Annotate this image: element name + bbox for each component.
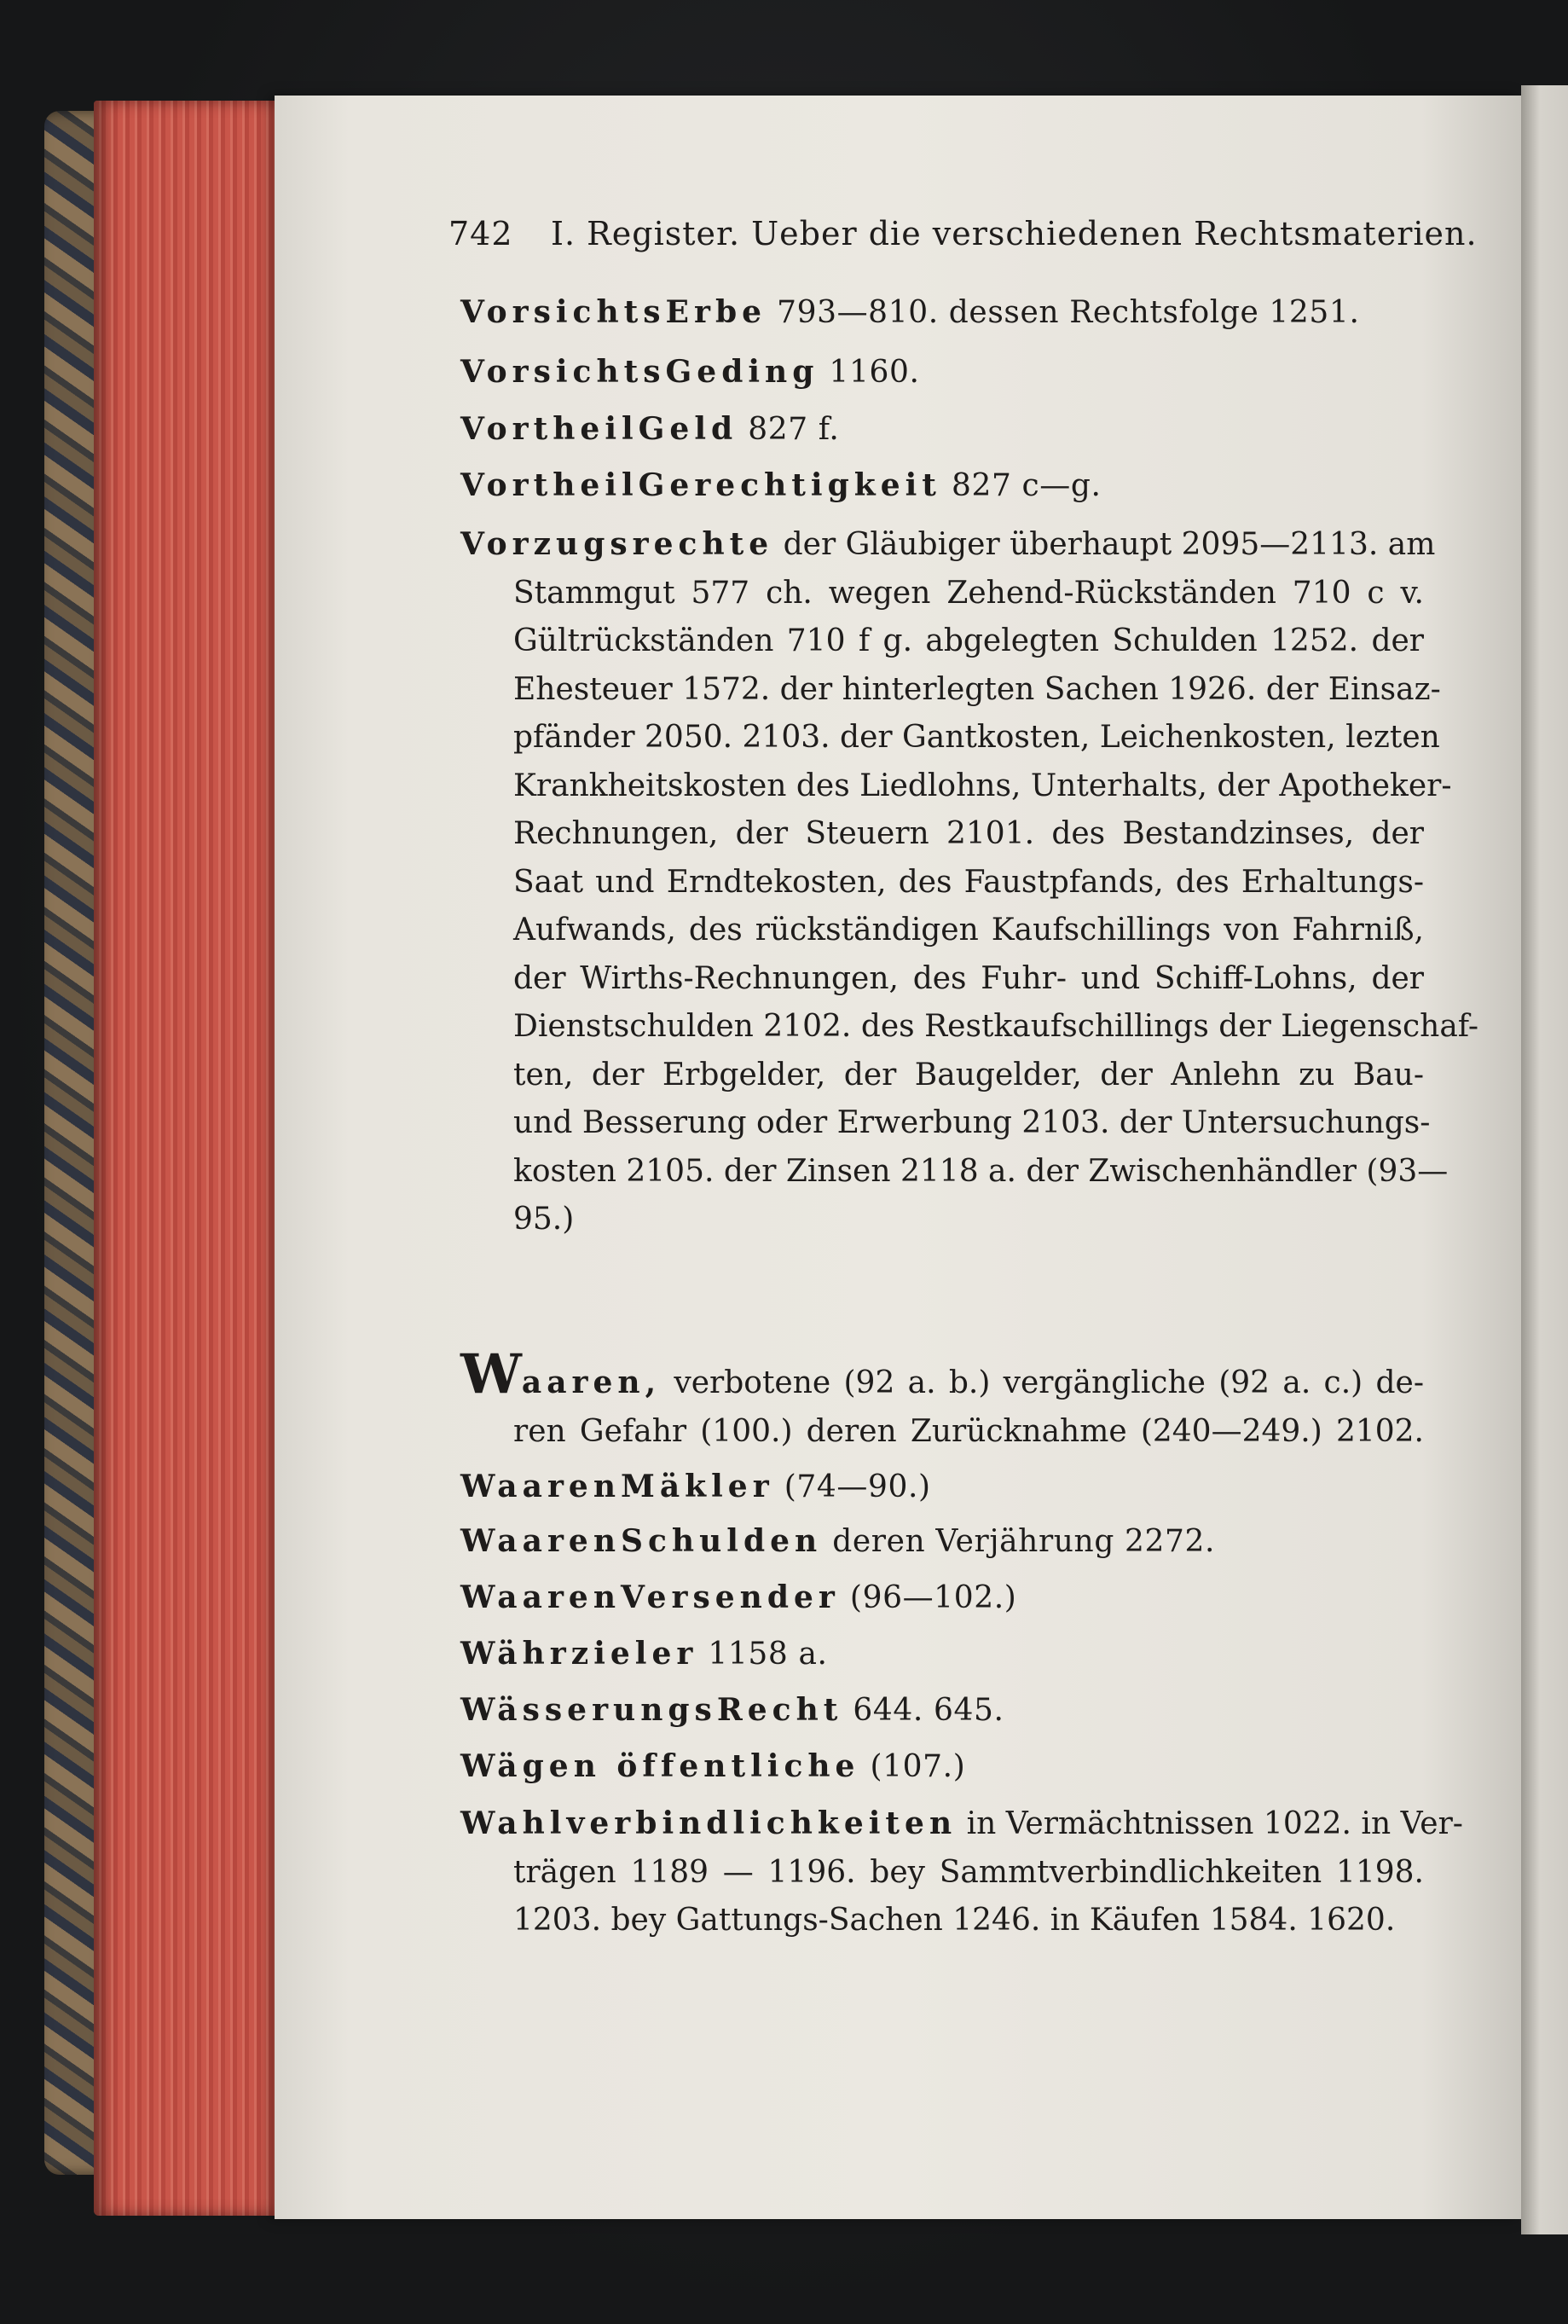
- running-header: [448, 215, 1478, 258]
- entry-line: Dienstschulden 2102. des Restkaufschillings der Liegenschaf-: [513, 1009, 1478, 1044]
- entry-text: (96—102.): [839, 1580, 1017, 1615]
- entry-line: Krankheitskosten des Liedlohns, Unterhalts, der Apotheker-: [513, 768, 1452, 803]
- index-entry: [460, 1523, 1215, 1559]
- running-title: I. Register. Ueber die verschiedenen Rechtsmaterien.: [551, 215, 1478, 252]
- index-entry: [460, 294, 1359, 330]
- entry-headword: VortheilGerechtigkeit: [460, 467, 941, 503]
- index-entry: [460, 1636, 828, 1672]
- entry-text: 644. 645.: [842, 1693, 1004, 1728]
- entry-line: Wahlverbindlichkeiten in Vermächtnissen 1022. in Ver-: [460, 1805, 1463, 1841]
- index-entry: [460, 1748, 965, 1784]
- entry-line: Rechnungen, der Steuern 2101. des Bestandzinses, der: [513, 816, 1424, 851]
- decorated-initial: W: [460, 1342, 522, 1406]
- entry-text: 1158 a.: [697, 1637, 828, 1672]
- index-entry: [460, 1579, 1016, 1615]
- entry-line: Gültrückständen 710 f g. abgelegten Schulden 1252. der: [513, 623, 1424, 658]
- entry-text: 793—810. dessen Rechtsfolge 1251.: [767, 295, 1360, 330]
- entry-headword: VortheilGeld: [460, 411, 738, 447]
- entry-headword: WaarenVersender: [460, 1579, 840, 1615]
- entry-line: ten, der Erbgelder, der Baugelder, der Anlehn zu Bau-: [513, 1057, 1424, 1092]
- entry-headword: aaren,: [521, 1365, 662, 1400]
- entry-line: Saat und Erndtekosten, des Faustpfands, des Erhaltungs-: [513, 864, 1424, 900]
- entry-line: 95.): [513, 1202, 575, 1237]
- index-entry: [460, 1692, 1004, 1728]
- entry-headword: WaarenSchulden: [460, 1523, 823, 1559]
- entry-headword: Währzieler: [460, 1636, 698, 1672]
- entry-text: 827 f.: [738, 412, 840, 447]
- index-entry-wahlverbindlichkeiten: [460, 1800, 1463, 1945]
- entry-headword: VorsichtsErbe: [460, 294, 767, 330]
- entry-line: Stammgut 577 ch. wegen Zehend-Rückständen 710 c v.: [513, 575, 1424, 611]
- entry-line: trägen 1189 — 1196. bey Sammtverbindlichkeiten 1198.: [513, 1854, 1424, 1890]
- entry-text: 1160.: [819, 355, 920, 390]
- entry-text: (74—90.): [773, 1469, 931, 1504]
- entry-line: Vorzugsrechte der Gläubiger überhaupt 2095—2113. am: [460, 526, 1436, 562]
- entry-line: und Besserung oder Erwerbung 2103. der Untersuchungs-: [513, 1105, 1431, 1140]
- entry-line: der Wirths-Rechnungen, des Fuhr- und Schiff-Lohns, der: [513, 960, 1424, 996]
- entry-line: ren Gefahr (100.) deren Zurücknahme (240—249.) 2102.: [513, 1413, 1424, 1449]
- entry-text: deren Verjährung 2272.: [822, 1524, 1216, 1559]
- index-entry-waaren: [460, 1342, 1424, 1456]
- index-entry: [460, 354, 920, 390]
- entry-line: Aufwands, des rückständigen Kaufschillings von Fahrniß,: [513, 913, 1424, 948]
- entry-text: (107.): [859, 1749, 966, 1784]
- index-entry: [460, 1469, 931, 1504]
- entry-headword: WässerungsRecht: [460, 1692, 843, 1728]
- index-entry: [460, 411, 839, 447]
- entry-headword: WaarenMäkler: [460, 1469, 774, 1504]
- index-entry-vorzugsrechte: [460, 520, 1478, 1244]
- page-number: 742: [448, 215, 513, 252]
- entry-line: pfänder 2050. 2103. der Gantkosten, Leichenkosten, lezten: [513, 720, 1440, 755]
- entry-headword: VorsichtsGeding: [460, 354, 819, 390]
- entry-text: 827 c—g.: [940, 468, 1102, 503]
- entry-headword: Wahlverbindlichkeiten: [460, 1805, 958, 1841]
- index-entry: [460, 467, 1102, 503]
- entry-line: Waaren, verbotene (92 a. b.) vergängliche (92 a. c.) de-: [460, 1342, 1424, 1406]
- entry-line: Ehesteuer 1572. der hinterlegten Sachen 1926. der Einsaz-: [513, 671, 1441, 707]
- entry-headword: Vorzugsrechte: [460, 526, 774, 562]
- entry-line: 1203. bey Gattungs-Sachen 1246. in Käufen 1584. 1620.: [513, 1903, 1396, 1938]
- entry-line: kosten 2105. der Zinsen 2118 a. der Zwischenhändler (93—: [513, 1153, 1449, 1189]
- entry-headword: Wägen öffentliche: [460, 1748, 860, 1784]
